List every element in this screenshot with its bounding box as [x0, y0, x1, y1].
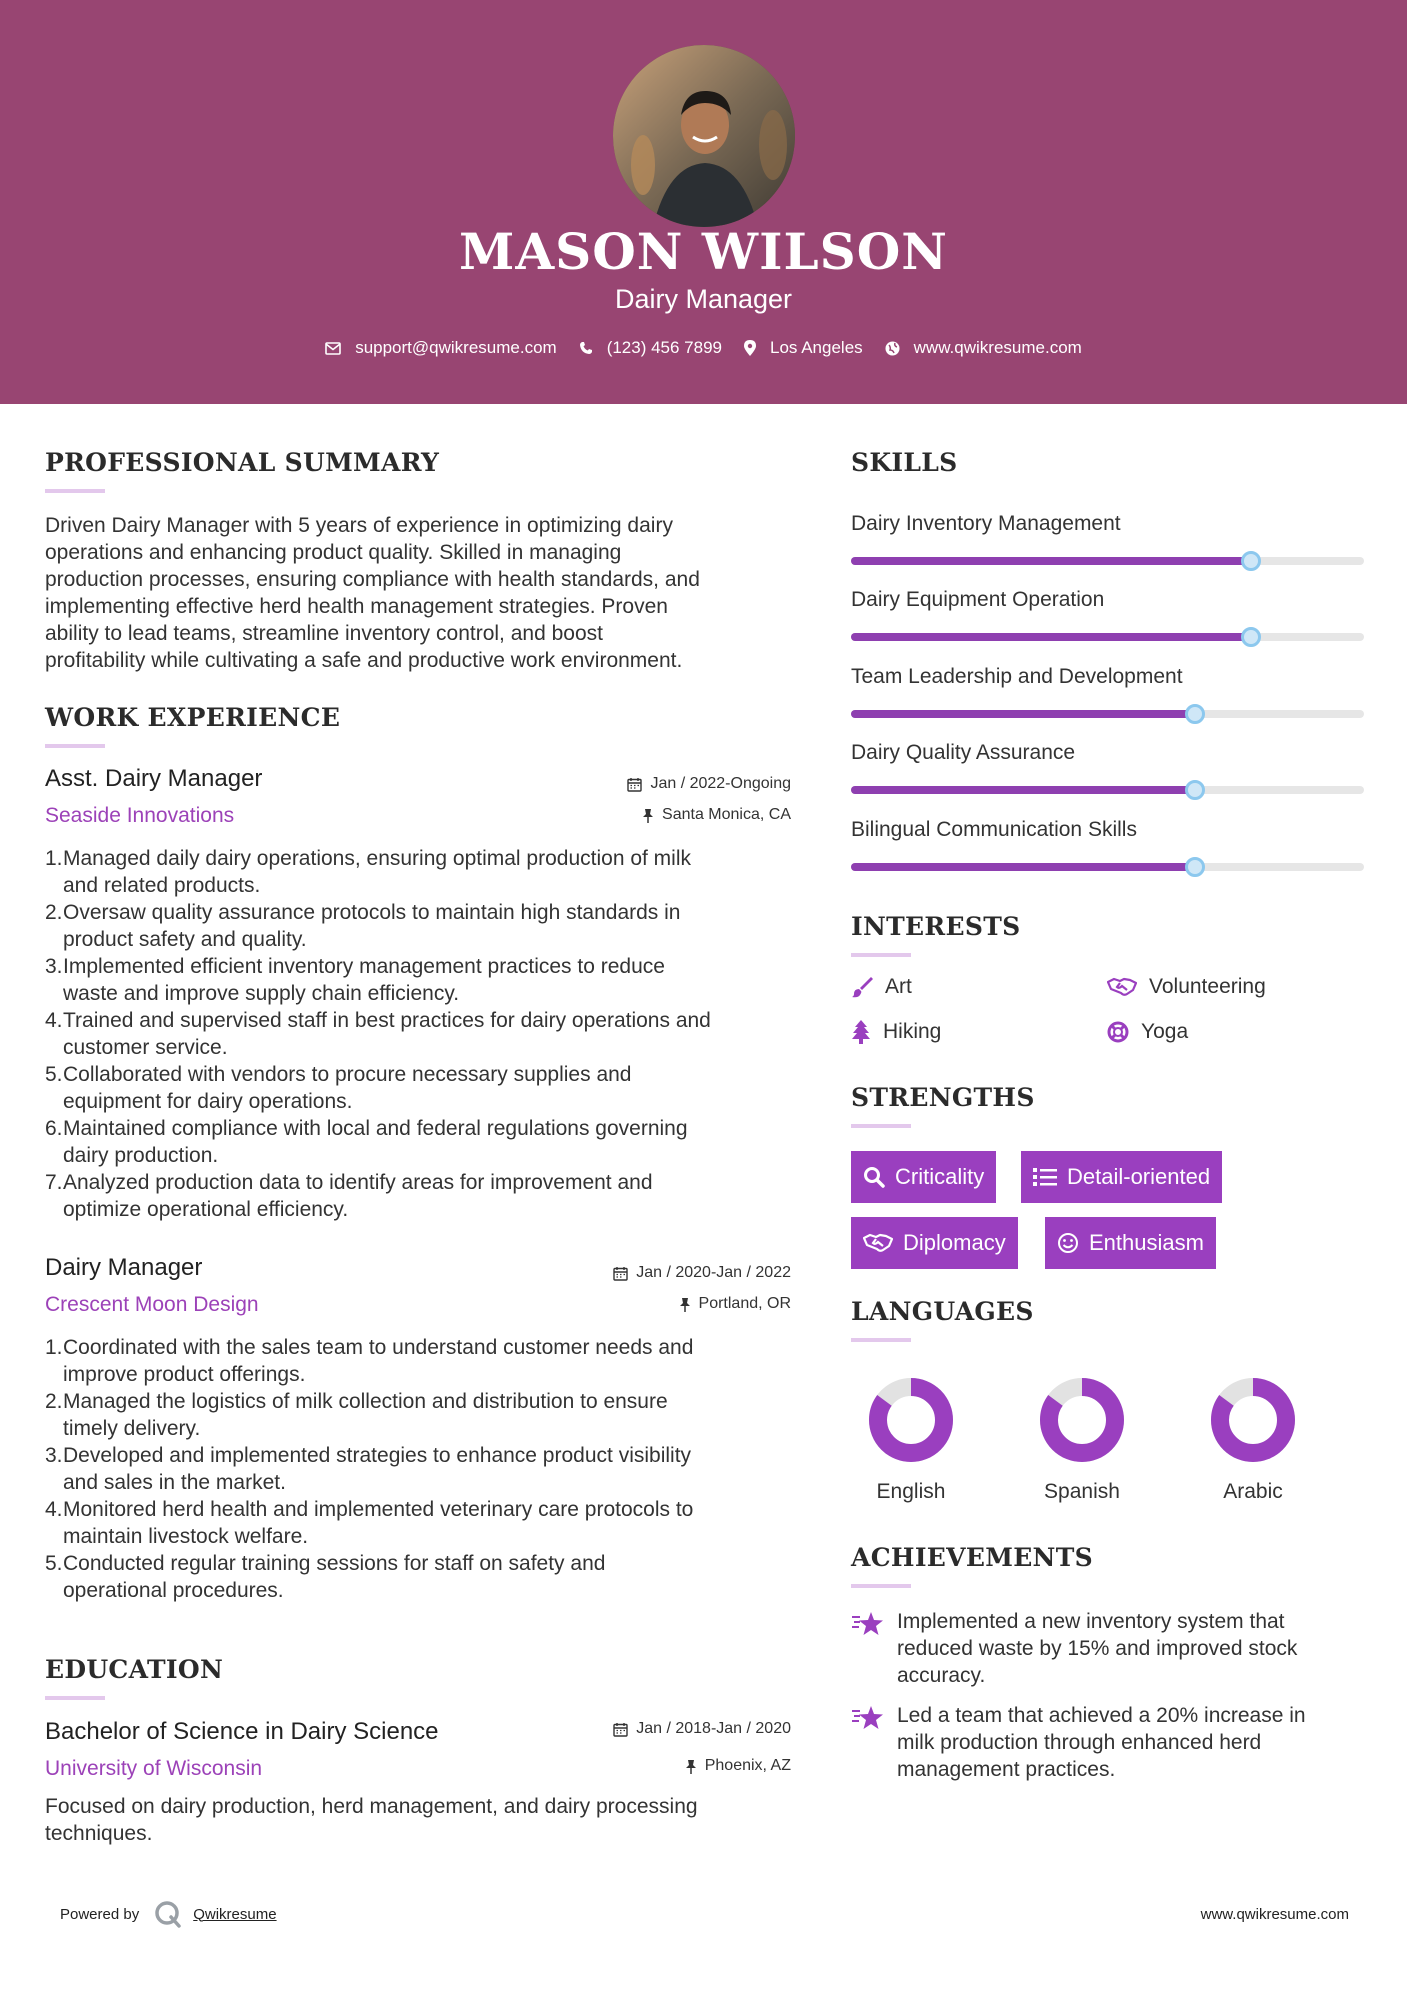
powered-by-text: Powered by: [60, 1905, 140, 1923]
skill-name: Dairy Equipment Operation: [851, 588, 1105, 611]
star-icon: [851, 1704, 885, 1732]
skill-name: Dairy Inventory Management: [851, 512, 1121, 535]
skill-name: Bilingual Communication Skills: [851, 818, 1137, 841]
skill-bar-fill: [851, 786, 1195, 794]
globe-icon: [885, 341, 900, 356]
pushpin-icon: [685, 1759, 697, 1774]
qwikresume-logo-icon: [153, 1899, 183, 1929]
job-dates: [613, 1264, 791, 1282]
contact-bar: [0, 338, 1407, 358]
calendar-icon: [627, 777, 642, 792]
star-icon: [851, 1610, 885, 1638]
degree-title: Bachelor of Science in Dairy Science: [45, 1718, 439, 1745]
summary-line: ability to lead teams, streamline inventory control, and boost: [45, 622, 603, 645]
achievement-item: Implemented a new inventory system that reduced waste by 15% and improved stock accuracy.: [851, 1608, 1297, 1689]
education-underline: [45, 1696, 105, 1700]
list-item: 3. Developed and implemented strategies to enhance product visibility and sales in the market.: [45, 1444, 692, 1494]
summary-line: implementing effective herd health management strategies. Proven: [45, 595, 668, 618]
experience-title: WORK EXPERIENCE: [45, 703, 341, 732]
summary-text: [45, 512, 700, 674]
list-item: 6. Maintained compliance with local and federal regulations governing dairy production.: [45, 1117, 688, 1167]
skill-bar: [851, 863, 1364, 871]
candidate-role: Dairy Manager: [614, 284, 793, 314]
interests-underline: [851, 953, 911, 957]
education-dates: [613, 1720, 791, 1738]
education-location-text: Phoenix, AZ: [704, 1757, 791, 1774]
company-name: Seaside Innovations: [45, 804, 235, 827]
search-icon: [863, 1166, 885, 1188]
contact-location: [744, 338, 863, 358]
language-ring: [866, 1375, 956, 1465]
achievement-item: Led a team that achieved a 20% increase in milk production through enhanced herd management practices.: [851, 1702, 1306, 1783]
skill-bar: [851, 557, 1364, 565]
summary-underline: [45, 489, 105, 493]
languages-underline: [851, 1338, 911, 1342]
contact-phone-text: (123) 456 7899: [606, 338, 723, 357]
strength-tag: Diplomacy: [851, 1217, 1018, 1269]
job-location-text: Santa Monica, CA: [662, 806, 791, 823]
summary-title: PROFESSIONAL SUMMARY: [45, 448, 440, 477]
strengths-title: STRENGTHS: [851, 1083, 1035, 1112]
candidate-name: MASON WILSON: [459, 222, 948, 281]
footer-website-link[interactable]: www.qwikresume.com: [1200, 1906, 1349, 1923]
achievements-underline: [851, 1584, 911, 1588]
envelope-icon: [325, 342, 341, 355]
language-name: Spanish: [1044, 1480, 1120, 1503]
experience-underline: [45, 744, 105, 748]
contact-website[interactable]: [885, 338, 1082, 358]
interest-volunteering: Volunteering: [1107, 975, 1266, 999]
list-item: 1. Managed daily dairy operations, ensuring optimal production of milk and related products.: [45, 847, 692, 897]
education-dates-text: Jan / 2018-Jan / 2020: [636, 1720, 791, 1737]
tree-icon: [851, 1020, 871, 1044]
strength-tag: Detail-oriented: [1021, 1151, 1222, 1203]
map-pin-icon: [744, 340, 756, 356]
list-item: 5. Conducted regular training sessions for staff on safety and operational procedures.: [45, 1552, 606, 1602]
list-item: 2. Oversaw quality assurance protocols to maintain high standards in product safety and quality.: [45, 901, 681, 951]
education-location: [685, 1757, 791, 1775]
list-item: 7. Analyzed production data to identify areas for improvement and optimize operational efficiency.: [45, 1171, 653, 1221]
language-name: Arabic: [1223, 1480, 1283, 1503]
pushpin-icon: [642, 808, 654, 823]
language-name: English: [876, 1480, 946, 1503]
skill-name: Dairy Quality Assurance: [851, 741, 1076, 764]
education-title: EDUCATION: [45, 1655, 224, 1684]
handshake-icon: [863, 1233, 893, 1253]
footer-powered-by: [60, 1899, 277, 1929]
paintbrush-icon: [851, 976, 873, 998]
skill-bar-knob: [1241, 551, 1261, 571]
achievements-title: ACHIEVEMENTS: [851, 1543, 1093, 1572]
handshake-icon: [1107, 977, 1137, 997]
summary-line: profitability while cultivating a safe and productive work environment.: [45, 649, 683, 672]
strength-tag: Criticality: [851, 1151, 996, 1203]
languages-title: LANGUAGES: [851, 1297, 1034, 1326]
job-dates-text: Jan / 2022-Ongoing: [650, 775, 791, 792]
company-name: Crescent Moon Design: [45, 1293, 259, 1316]
job-dates-text: Jan / 2020-Jan / 2022: [636, 1264, 791, 1281]
strengths-underline: [851, 1124, 911, 1128]
summary-line: operations and enhancing product quality. Skilled in managing: [45, 541, 622, 564]
skill-bar: [851, 633, 1364, 641]
contact-email[interactable]: [325, 338, 557, 358]
job-location: [679, 1295, 791, 1313]
skills-title: SKILLS: [851, 448, 958, 477]
list-item: 4. Trained and supervised staff in best practices for dairy operations and customer service.: [45, 1009, 711, 1059]
language-ring: [1208, 1375, 1298, 1465]
lifebuoy-icon: [1107, 1021, 1129, 1043]
job-location-text: Portland, OR: [698, 1295, 791, 1312]
skill-bar-fill: [851, 710, 1195, 718]
list-item: 1. Coordinated with the sales team to understand customer needs and improve product offerings.: [45, 1336, 694, 1386]
job-duties-list: [45, 845, 711, 1223]
skill-bar: [851, 786, 1364, 794]
qwikresume-link[interactable]: Qwikresume: [193, 1905, 277, 1923]
strength-tag: Enthusiasm: [1045, 1217, 1216, 1269]
contact-email-text: support@qwikresume.com: [355, 338, 557, 357]
education-description: Focused on dairy production, herd management, and dairy processing techniques.: [45, 1795, 698, 1845]
calendar-icon: [613, 1722, 628, 1737]
contact-phone[interactable]: [579, 338, 722, 358]
list-item: 2. Managed the logistics of milk collection and distribution to ensure timely delivery.: [45, 1390, 668, 1440]
pushpin-icon: [679, 1297, 691, 1312]
phone-icon: [579, 341, 593, 355]
smile-icon: [1057, 1232, 1079, 1254]
list-item: 5. Collaborated with vendors to procure necessary supplies and equipment for dairy operations.: [45, 1063, 632, 1113]
summary-line: production processes, ensuring compliance with health standards, and: [45, 568, 700, 591]
job-dates: [627, 775, 791, 793]
job-duties-list: [45, 1334, 693, 1604]
header-band: [0, 0, 1407, 404]
job-title: Asst. Dairy Manager: [45, 765, 263, 792]
language-ring: [1037, 1375, 1127, 1465]
job-location: [642, 806, 791, 824]
skill-name: Team Leadership and Development: [851, 665, 1183, 688]
list-item: 4. Monitored herd health and implemented veterinary care protocols to maintain livestock welfare.: [45, 1498, 694, 1548]
contact-location-text: Los Angeles: [770, 338, 863, 357]
skill-bar-knob: [1185, 704, 1205, 724]
profile-photo: [613, 45, 795, 227]
interest-hiking: Hiking: [851, 1020, 941, 1044]
skill-bar-fill: [851, 633, 1251, 641]
contact-website-text: www.qwikresume.com: [913, 338, 1082, 357]
summary-line: Driven Dairy Manager with 5 years of experience in optimizing dairy: [45, 514, 673, 537]
skill-bar-knob: [1185, 857, 1205, 877]
list-icon: [1033, 1167, 1057, 1187]
skill-bar-knob: [1185, 780, 1205, 800]
interest-yoga: Yoga: [1107, 1020, 1188, 1044]
list-item: 3. Implemented efficient inventory management practices to reduce waste and improve supply chain efficiency.: [45, 955, 665, 1005]
skill-bar-knob: [1241, 627, 1261, 647]
skill-bar: [851, 710, 1364, 718]
skill-bar-fill: [851, 863, 1195, 871]
calendar-icon: [613, 1266, 628, 1281]
job-title: Dairy Manager: [45, 1254, 203, 1281]
interest-art: Art: [851, 975, 912, 999]
school-name: University of Wisconsin: [45, 1757, 263, 1780]
interests-title: INTERESTS: [851, 912, 1021, 941]
skill-bar-fill: [851, 557, 1251, 565]
